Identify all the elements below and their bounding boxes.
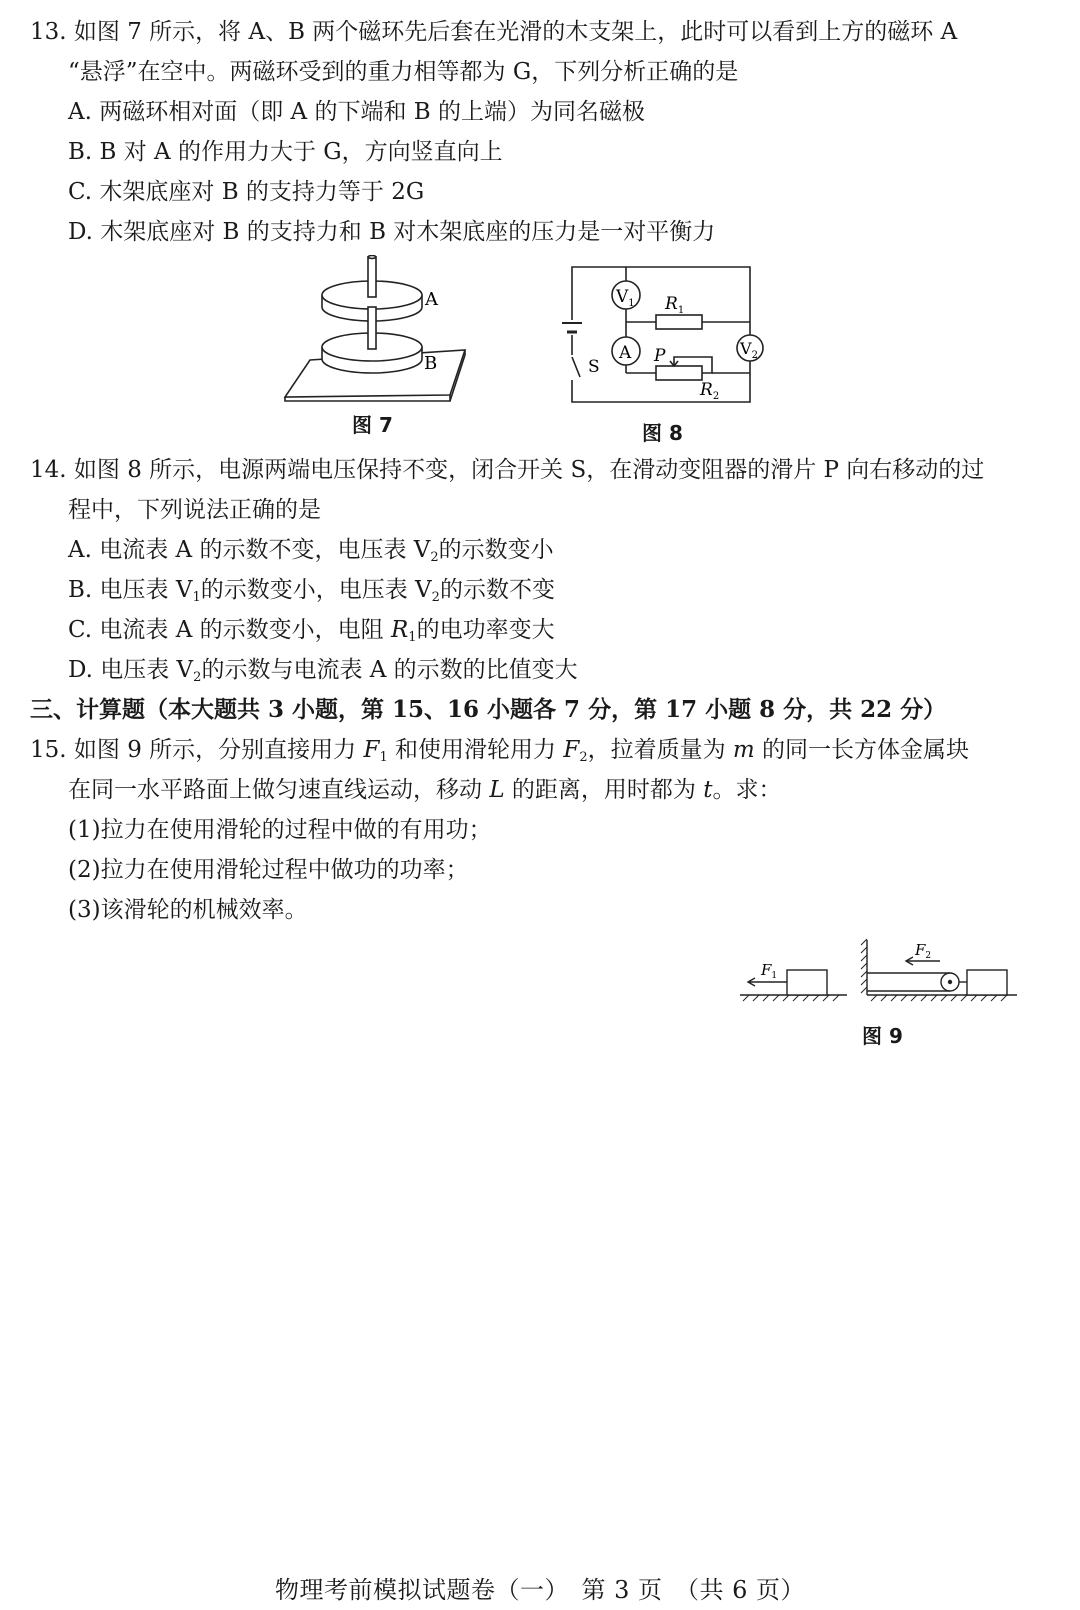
q15-line2: 在同一水平路面上做匀速直线运动，移动 L 的距离，用时都为 t。求： xyxy=(68,777,782,803)
q14-option-d: D. 电压表 $V_2$的示数与电流表 A 的示数的比值变大 xyxy=(68,657,578,685)
figure-7-diagram xyxy=(280,255,470,405)
figure-9-diagram xyxy=(735,935,1025,1015)
fig8-r2-label: $R_2$ xyxy=(700,380,720,402)
q13-line2: “悬浮”在空中。两磁环受到的重力相等都为 G，下列分析正确的是 xyxy=(68,59,739,85)
fig8-switch-label: S xyxy=(588,357,600,377)
figure-8-caption: 图 8 xyxy=(642,421,683,445)
q15-line1: 15. 如图 9 所示，分别直接用力 $F_1$ 和使用滑轮用力 $F_2$，拉着质量为 m 的同一长方体金属块 xyxy=(30,737,970,765)
q14-line2: 程中，下列说法正确的是 xyxy=(68,497,321,523)
figure-7-caption: 图 7 xyxy=(352,413,393,437)
q13-option-b: B. B 对 A 的作用力大于 G，方向竖直向上 xyxy=(68,139,503,165)
q14-line1: 14. 如图 8 所示，电源两端电压保持不变，闭合开关 S，在滑动变阻器的滑片 P 向右移动的过 xyxy=(30,457,985,483)
fig8-v2-label: $V_2$ xyxy=(740,339,758,361)
q14-option-a: A. 电流表 A 的示数不变，电压表 $V_2$的示数变小 xyxy=(68,537,554,565)
fig9-f1-label: $F_1$ xyxy=(761,961,778,981)
q13-option-c: C. 木架底座对 B 的支持力等于 2G xyxy=(68,179,425,205)
fig9-f2-label: $F_2$ xyxy=(915,941,932,961)
fig7-label-b: B xyxy=(424,353,438,374)
fig8-r1-label: $R_1$ xyxy=(665,294,685,316)
figure-8-circuit xyxy=(550,255,780,415)
q15-sub3: (3)该滑轮的机械效率。 xyxy=(68,897,308,923)
fig8-v1-label: $V_1$ xyxy=(616,287,635,309)
figure-9-caption: 图 9 xyxy=(862,1024,903,1048)
q13-option-d: D. 木架底座对 B 的支持力和 B 对木架底座的压力是一对平衡力 xyxy=(68,219,716,245)
page-footer: 物理考前模拟试题卷（一） 第 3 页 （共 6 页） xyxy=(274,1576,806,1604)
section-3-heading: 三、计算题（本大题共 3 小题，第 15、16 小题各 7 分，第 17 小题 8 分，共 22 分） xyxy=(30,696,947,723)
q13-line1: 13. 如图 7 所示，将 A、B 两个磁环先后套在光滑的木支架上，此时可以看到上方的磁环 A xyxy=(30,19,958,45)
q15-sub2: (2)拉力在使用滑轮过程中做功的功率； xyxy=(68,857,469,883)
q15-sub1: (1)拉力在使用滑轮的过程中做的有用功； xyxy=(68,817,492,843)
q13-option-a: A. 两磁环相对面（即 A 的下端和 B 的上端）为同名磁极 xyxy=(68,99,645,125)
q14-option-c: C. 电流表 A 的示数变小，电阻 $R_1$的电功率变大 xyxy=(68,617,555,645)
fig7-label-a: A xyxy=(425,289,438,310)
fig8-p-label: P xyxy=(654,346,666,366)
fig8-ammeter-label: A xyxy=(619,343,632,363)
q14-option-b: B. 电压表 $V_1$的示数变小，电压表 $V_2$的示数不变 xyxy=(68,577,555,605)
